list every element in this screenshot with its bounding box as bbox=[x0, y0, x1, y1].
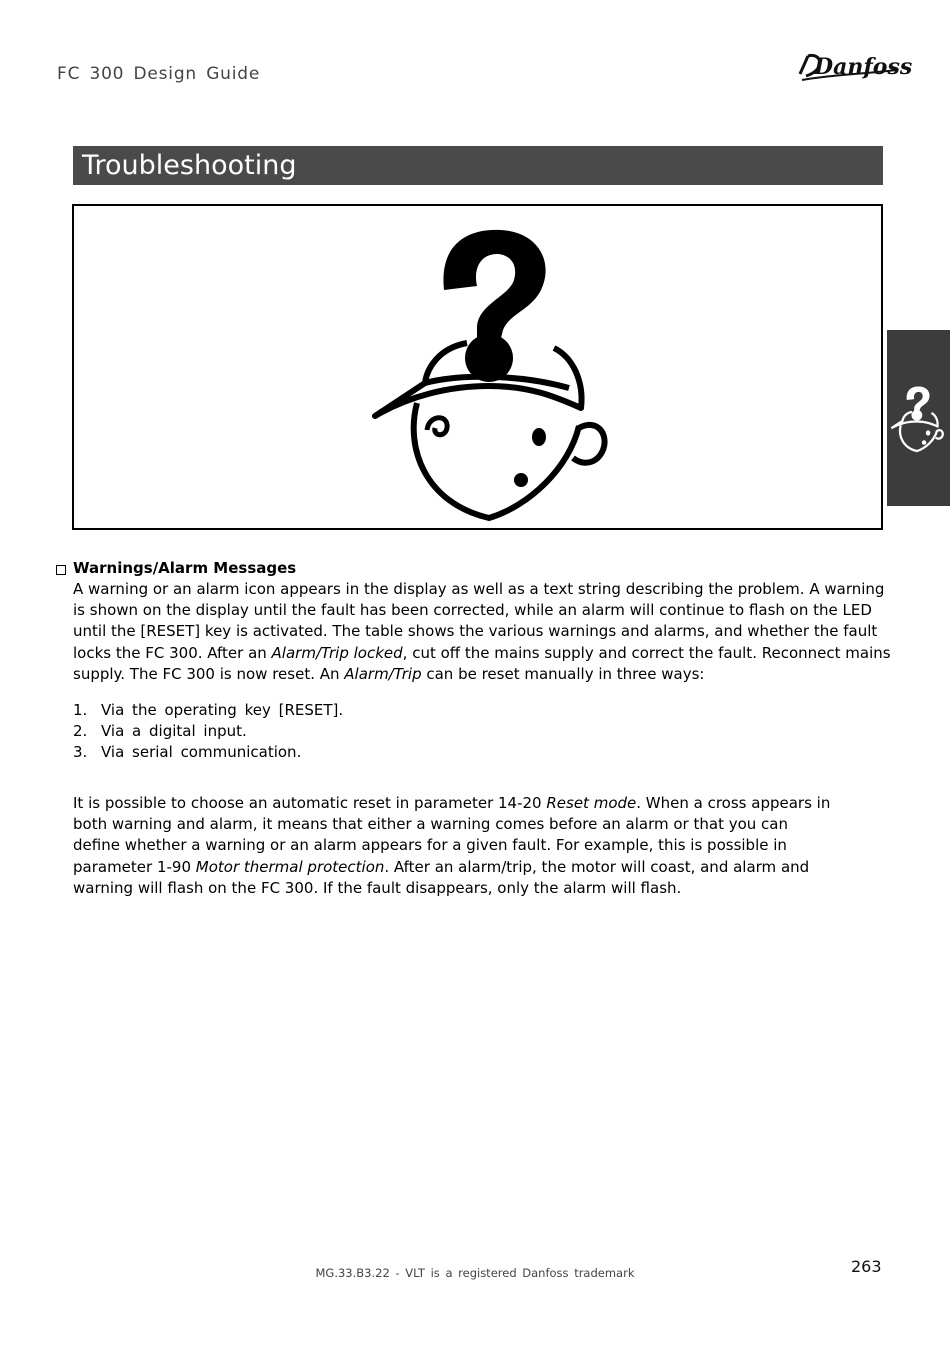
page-number: 263 bbox=[851, 1257, 882, 1276]
question-head-icon bbox=[369, 218, 619, 523]
italic-term: Motor thermal protection bbox=[195, 857, 385, 876]
logo-text: Danfoss bbox=[814, 54, 913, 80]
italic-term: Alarm/Trip bbox=[344, 664, 422, 683]
bullet-checkbox-icon bbox=[56, 565, 66, 575]
italic-term: Alarm/Trip locked bbox=[271, 643, 403, 662]
list-text: Via a digital input. bbox=[101, 722, 247, 741]
text-span: . When a cross appears in both warning and alarm, it means that either a warning comes before an alarm or that you can define whether a warning or an alarm appears for a given fault. For example, this is possible in parameter 1-90 bbox=[73, 794, 831, 876]
section-title: Troubleshooting bbox=[73, 146, 883, 185]
text-span: A warning or an alarm icon appears in the display as well as a text string describing the problem. A warning is shown on the display until the fault has been corrected, while an alarm will continue to flash on the LED until the [RESET] key is activated. The table shows the various warnings and alarms, and whether the fault locks the FC 300. After an bbox=[73, 580, 885, 662]
question-head-icon bbox=[890, 378, 946, 458]
list-item bbox=[73, 700, 343, 721]
auto-reset-paragraph bbox=[73, 793, 833, 899]
warnings-paragraph bbox=[73, 579, 893, 685]
list-item bbox=[73, 742, 343, 763]
document-header-title: FC 300 Design Guide bbox=[57, 64, 261, 84]
list-text: Via the operating key [RESET]. bbox=[101, 701, 344, 719]
list-item bbox=[73, 721, 343, 742]
list-text: Via serial communication. bbox=[101, 743, 302, 762]
text-span: . After an alarm/trip, the motor will coast, and alarm and warning will flash on the FC 300. If the fault disappears, only the alarm will flash. bbox=[73, 857, 810, 897]
text-span: can be reset manually in three ways: bbox=[421, 664, 705, 683]
reset-methods-list bbox=[73, 700, 343, 764]
list-number: 2. bbox=[73, 722, 88, 741]
list-number: 3. bbox=[73, 743, 88, 762]
italic-term: Reset mode bbox=[546, 794, 637, 812]
chapter-tab bbox=[887, 330, 950, 506]
troubleshooting-figure bbox=[72, 204, 883, 530]
footer-text: MG.33.B3.22 - VLT is a registered Danfoss trademark bbox=[315, 1266, 635, 1280]
danfoss-logo bbox=[796, 44, 913, 86]
text-span: It is possible to choose an automatic reset in parameter 14-20 bbox=[73, 794, 547, 812]
text-span: , cut off the mains supply and correct the fault. Reconnect mains supply. The FC 300 is now reset. An bbox=[73, 643, 891, 683]
list-number: 1. bbox=[73, 701, 88, 719]
section-heading: Warnings/Alarm Messages bbox=[73, 559, 297, 577]
